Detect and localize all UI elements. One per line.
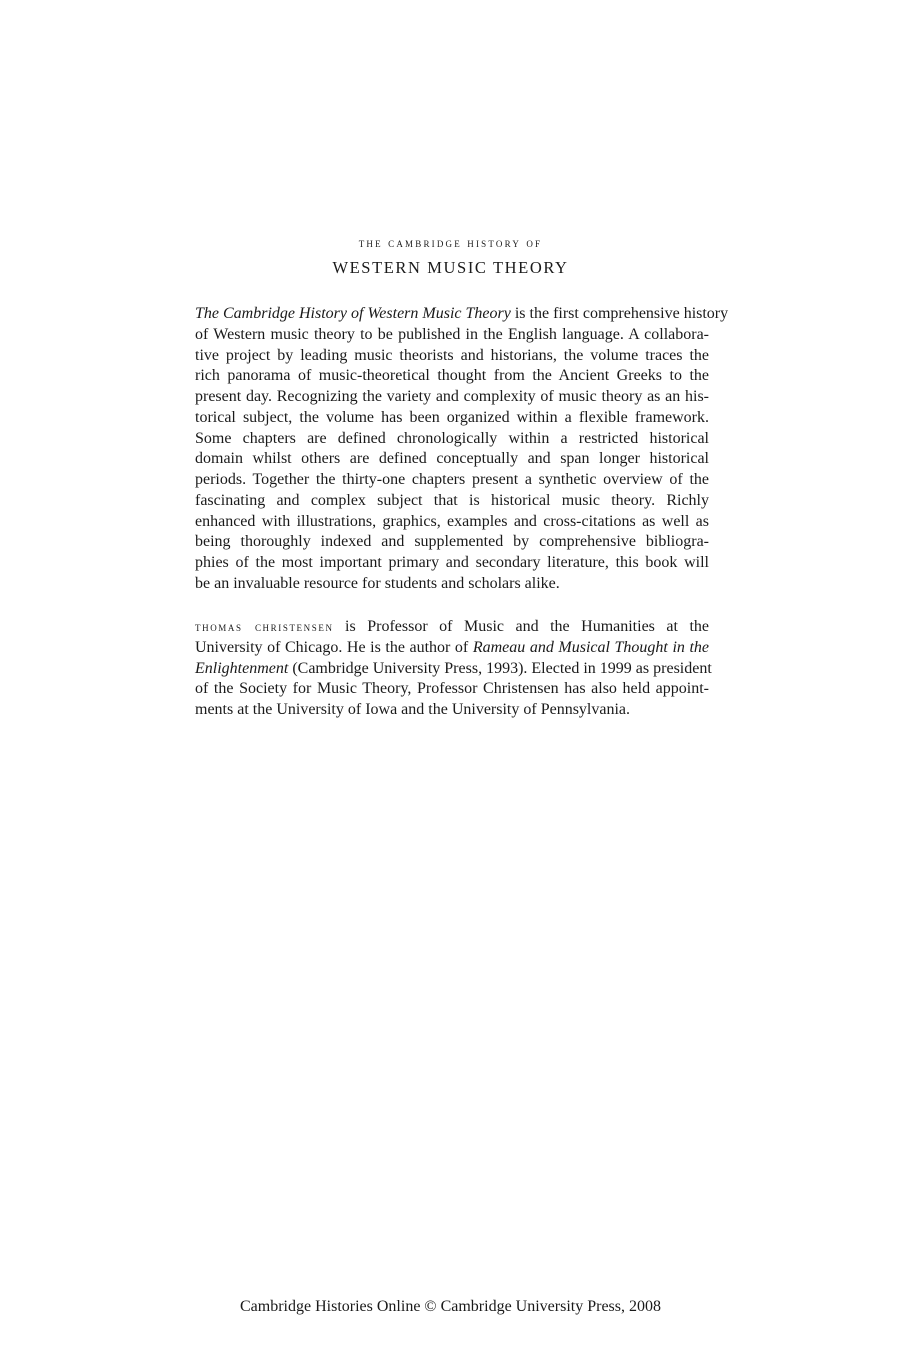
copyright-footer: Cambridge Histories Online © Cambridge University Press, 2008 xyxy=(240,1298,661,1315)
description-line: Some chapters are defined chronologically within a restricted historical xyxy=(195,429,709,447)
book-title-italic: The Cambridge History of Western Music Theory xyxy=(195,305,511,322)
book-description xyxy=(195,304,729,595)
description-line: tive project by leading music theorists and historians, the volume traces the xyxy=(195,346,709,364)
author-bio xyxy=(195,617,712,721)
series-heading: the cambridge history of xyxy=(358,236,543,250)
book-title-heading: WESTERN MUSIC THEORY xyxy=(332,258,569,277)
description-line: be an invaluable resource for students and scholars alike. xyxy=(195,574,560,592)
description-line: phies of the most important primary and secondary literature, this book will xyxy=(195,554,709,571)
bio-line: thomas christensen is Professor of Music and the Humanities at the xyxy=(195,618,709,635)
description-line: being thoroughly indexed and supplemented by comprehensive bibliogra- xyxy=(195,533,709,551)
book-reference-italic: Enlightenment xyxy=(195,659,289,677)
description-line: torical subject, the volume has been organized within a flexible framework. xyxy=(195,408,709,426)
description-line: The Cambridge History of Western Music Theory is the first comprehensive history xyxy=(195,305,729,322)
description-line: domain whilst others are defined conceptually and span longer historical xyxy=(195,450,709,468)
book-reference-italic: Rameau and Musical Thought in the xyxy=(472,638,710,656)
author-name: thomas christensen xyxy=(195,619,334,634)
description-line: periods. Together the thirty-one chapters present a synthetic overview of the xyxy=(195,471,709,488)
description-line: fascinating and complex subject that is historical music theory. Richly xyxy=(195,491,709,509)
bio-line: ments at the University of Iowa and the University of Pennsylvania. xyxy=(195,701,631,718)
description-line: present day. Recognizing the variety and complexity of music theory as an his- xyxy=(195,388,709,405)
description-line: enhanced with illustrations, graphics, examples and cross-citations as well as xyxy=(195,512,709,530)
bio-line: University of Chicago. He is the author of Rameau and Musical Thought in the xyxy=(195,638,710,656)
bio-line: Enlightenment (Cambridge University Press, 1993). Elected in 1999 as president xyxy=(195,659,712,677)
bio-line: of the Society for Music Theory, Professor Christensen has also held appoint- xyxy=(195,680,709,698)
description-line: rich panorama of music-theoretical thought from the Ancient Greeks to the xyxy=(195,367,709,385)
description-line: of Western music theory to be published in the English language. A collabora- xyxy=(195,325,709,343)
